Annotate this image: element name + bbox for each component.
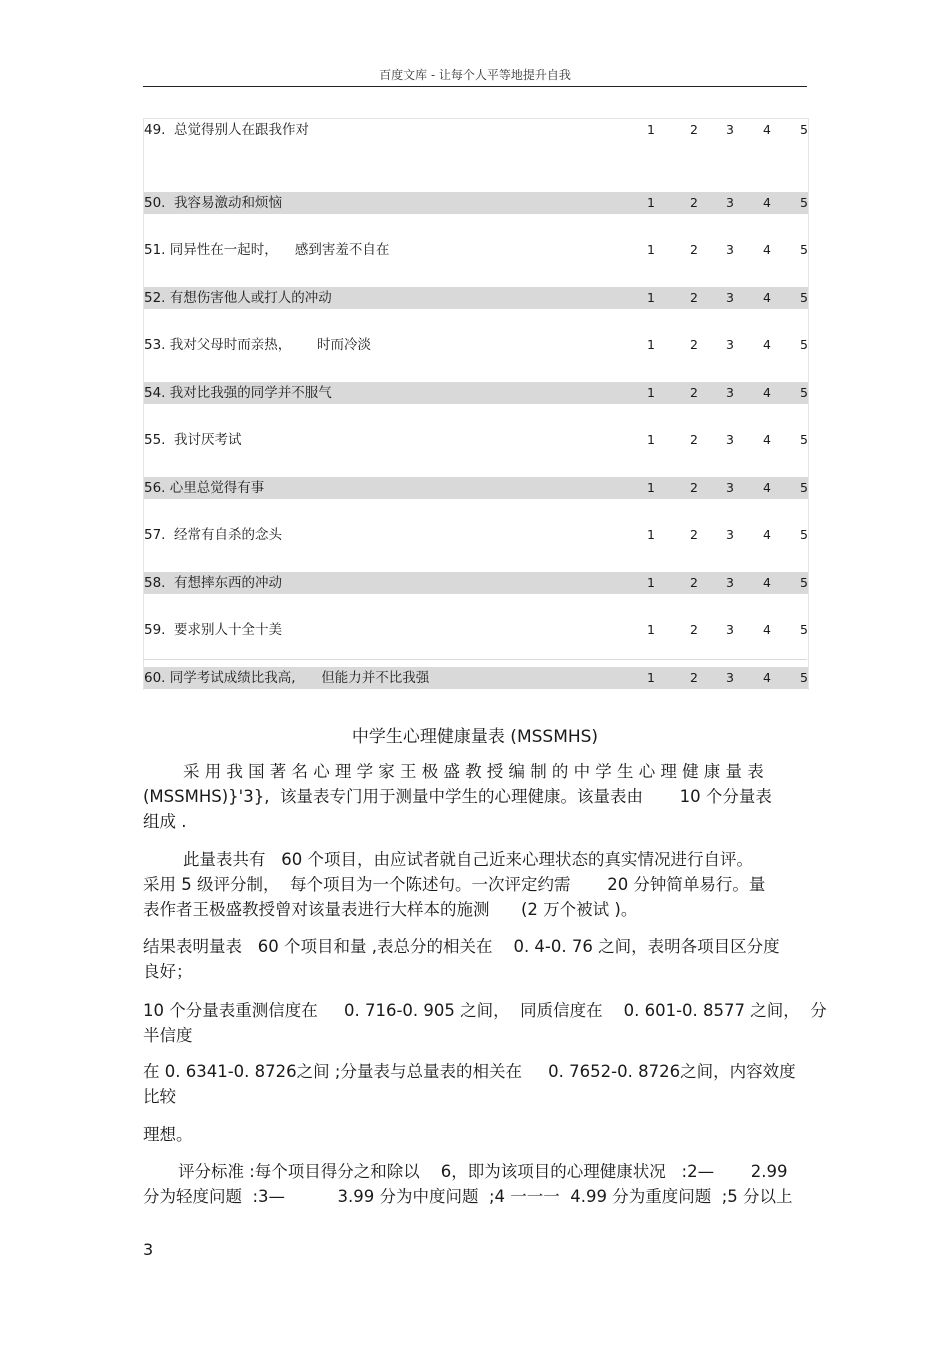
- item-label: 54. 我对比我强的同学并不服气: [144, 384, 332, 401]
- paragraph-reliability: [143, 998, 827, 1048]
- row-content: [144, 477, 808, 499]
- table-row: [144, 547, 808, 595]
- paragraph-line: 评分标准 :每个项目得分之和除以 6，即为该项目的心理健康状况 :2— 2.99: [178, 1162, 788, 1181]
- table-row: [144, 310, 808, 358]
- paragraph-line: 良好；: [143, 962, 193, 981]
- paragraph-line: 组成 .: [143, 812, 187, 831]
- table-row: [144, 452, 808, 500]
- paragraph-intro: [143, 759, 807, 834]
- rating-option: 2: [690, 527, 698, 542]
- paragraph-line: 采用我国著名心理学家王极盛教授编制的中学生心理健康量表: [183, 762, 769, 781]
- paragraph-line: 表作者王极盛教授曾对该量表进行大样本的施测 (2 万个被试 )。: [143, 900, 638, 919]
- rating-option: 3: [726, 432, 734, 447]
- item-label: 58. 有想摔东西的冲动: [144, 574, 283, 591]
- rating-option: 4: [763, 122, 771, 137]
- rating-option: 3: [726, 289, 734, 305]
- rating-option: 1: [647, 574, 655, 590]
- rating-option: 2: [690, 289, 698, 305]
- row-content: [144, 239, 808, 261]
- rating-option: 2: [690, 384, 698, 400]
- rating-option: 3: [726, 622, 734, 637]
- rating-option: 5: [800, 122, 808, 137]
- table-row: [144, 405, 808, 453]
- rating-option: 2: [690, 194, 698, 210]
- rating-option: 3: [726, 669, 734, 685]
- table-row: [144, 595, 808, 643]
- paragraph-line: 此量表共有 60 个项目，由应试者就自己近来心理状态的真实情况进行自评。: [183, 850, 753, 869]
- rating-option: 3: [726, 242, 734, 257]
- paragraph-line: 在 0. 6341-0. 8726之间 ;分量表与总量表的相关在 0. 7652-0. 8726之间，内容效度: [143, 1062, 796, 1081]
- scale-items-table: [143, 118, 809, 690]
- section-title: 中学生心理健康量表 (MSSMHS): [351, 727, 599, 747]
- rating-option: 2: [690, 337, 698, 352]
- paragraph-conclusion: 理想。: [143, 1125, 193, 1144]
- row-content: [144, 524, 808, 546]
- rating-option: 5: [800, 527, 808, 542]
- rating-option: 5: [800, 337, 808, 352]
- rating-option: 2: [690, 669, 698, 685]
- item-label: 60. 同学考试成绩比我高, 但能力并不比我强: [144, 669, 430, 686]
- rating-option: 4: [763, 194, 771, 210]
- rating-option: 3: [726, 194, 734, 210]
- rating-option: 4: [763, 527, 771, 542]
- row-content: [144, 572, 808, 594]
- paragraph-line: 比较: [143, 1087, 176, 1106]
- rating-option: 3: [726, 527, 734, 542]
- rating-option: 5: [800, 432, 808, 447]
- rating-option: 1: [647, 384, 655, 400]
- rating-option: 1: [647, 242, 655, 257]
- rating-option: 2: [690, 574, 698, 590]
- row-content: [144, 619, 808, 641]
- rating-option: 1: [647, 669, 655, 685]
- header-rule: [143, 86, 807, 87]
- rating-option: 4: [763, 479, 771, 495]
- rating-option: 3: [726, 479, 734, 495]
- page-header: 百度文库 - 让每个人平等地提升自我: [379, 68, 571, 82]
- rating-option: 1: [647, 194, 655, 210]
- page-number: 3: [143, 1240, 154, 1259]
- table-row: [144, 262, 808, 310]
- rating-option: 3: [726, 337, 734, 352]
- rating-option: 2: [690, 622, 698, 637]
- rating-option: 5: [800, 574, 808, 590]
- rating-option: 2: [690, 479, 698, 495]
- row-content: [144, 334, 808, 356]
- item-label: 55. 我讨厌考试: [144, 432, 242, 448]
- table-row: [144, 500, 808, 548]
- rating-option: 1: [647, 337, 655, 352]
- rating-option: 1: [647, 122, 655, 137]
- item-label: 50. 我容易激动和烦恼: [144, 194, 283, 211]
- paragraph-line: 采用 5 级评分制， 每个项目为一个陈述句。一次评定约需 20 分钟简单易行。量: [143, 875, 766, 894]
- rating-option: 1: [647, 527, 655, 542]
- paragraph-validity: [143, 1059, 807, 1109]
- paragraph-line: (MSSMHS)}'3}, 该量表专门用于测量中学生的心理健康。该量表由 10 个分量表: [143, 787, 772, 806]
- row-content: [144, 667, 808, 689]
- table-row: [144, 357, 808, 405]
- rating-option: 4: [763, 574, 771, 590]
- table-row: [144, 167, 808, 215]
- rating-option: 2: [690, 432, 698, 447]
- row-content: [144, 287, 808, 309]
- rating-option: 1: [647, 622, 655, 637]
- rating-option: 5: [800, 289, 808, 305]
- rating-option: 4: [763, 432, 771, 447]
- rating-option: 3: [726, 384, 734, 400]
- rating-option: 1: [647, 479, 655, 495]
- row-content: [144, 119, 808, 141]
- rating-option: 4: [763, 242, 771, 257]
- item-label: 51. 同异性在一起时， 感到害羞不自在: [144, 242, 390, 258]
- rating-option: 5: [800, 479, 808, 495]
- rating-option: 2: [690, 242, 698, 257]
- table-bottom-rule: [143, 659, 807, 660]
- rating-option: 4: [763, 669, 771, 685]
- rating-option: 4: [763, 622, 771, 637]
- rating-option: 1: [647, 289, 655, 305]
- rating-option: 2: [690, 122, 698, 137]
- row-content: [144, 429, 808, 451]
- item-label: 49. 总觉得别人在跟我作对: [144, 122, 310, 138]
- rating-option: 5: [800, 194, 808, 210]
- item-label: 56. 心里总觉得有事: [144, 479, 265, 496]
- table-row: [144, 215, 808, 263]
- item-label: 57. 经常有自杀的念头: [144, 527, 283, 543]
- rating-option: 5: [800, 384, 808, 400]
- table-row: [144, 119, 808, 167]
- paragraph-line: 半信度: [143, 1026, 193, 1045]
- rating-option: 4: [763, 337, 771, 352]
- table-row: [144, 642, 808, 690]
- item-label: 53. 我对父母时而亲热， 时而冷淡: [144, 337, 372, 353]
- item-label: 52. 有想伤害他人或打人的冲动: [144, 289, 332, 306]
- paragraph-line: 结果表明量表 60 个项目和量 ,表总分的相关在 0. 4-0. 76 之间，表明各项目区分度: [143, 937, 780, 956]
- rating-option: 4: [763, 289, 771, 305]
- rating-option: 1: [647, 432, 655, 447]
- rating-option: 5: [800, 242, 808, 257]
- paragraph-results: [143, 934, 807, 984]
- rating-option: 5: [800, 622, 808, 637]
- row-content: [144, 192, 808, 214]
- paragraph-line: 10 个分量表重测信度在 0. 716-0. 905 之间， 同质信度在 0. 601-0. 8577 之间， 分: [143, 1001, 827, 1020]
- row-content: [144, 382, 808, 404]
- paragraph-items: [143, 847, 807, 922]
- rating-option: 5: [800, 669, 808, 685]
- paragraph-scoring: [143, 1159, 807, 1209]
- paragraph-line: 分为轻度问题 :3— 3.99 分为中度问题 ;4 一一一 4.99 分为重度问题 ;5 分以上: [143, 1187, 793, 1206]
- rating-option: 3: [726, 574, 734, 590]
- item-label: 59. 要求别人十全十美: [144, 622, 283, 638]
- rating-option: 3: [726, 122, 734, 137]
- rating-option: 4: [763, 384, 771, 400]
